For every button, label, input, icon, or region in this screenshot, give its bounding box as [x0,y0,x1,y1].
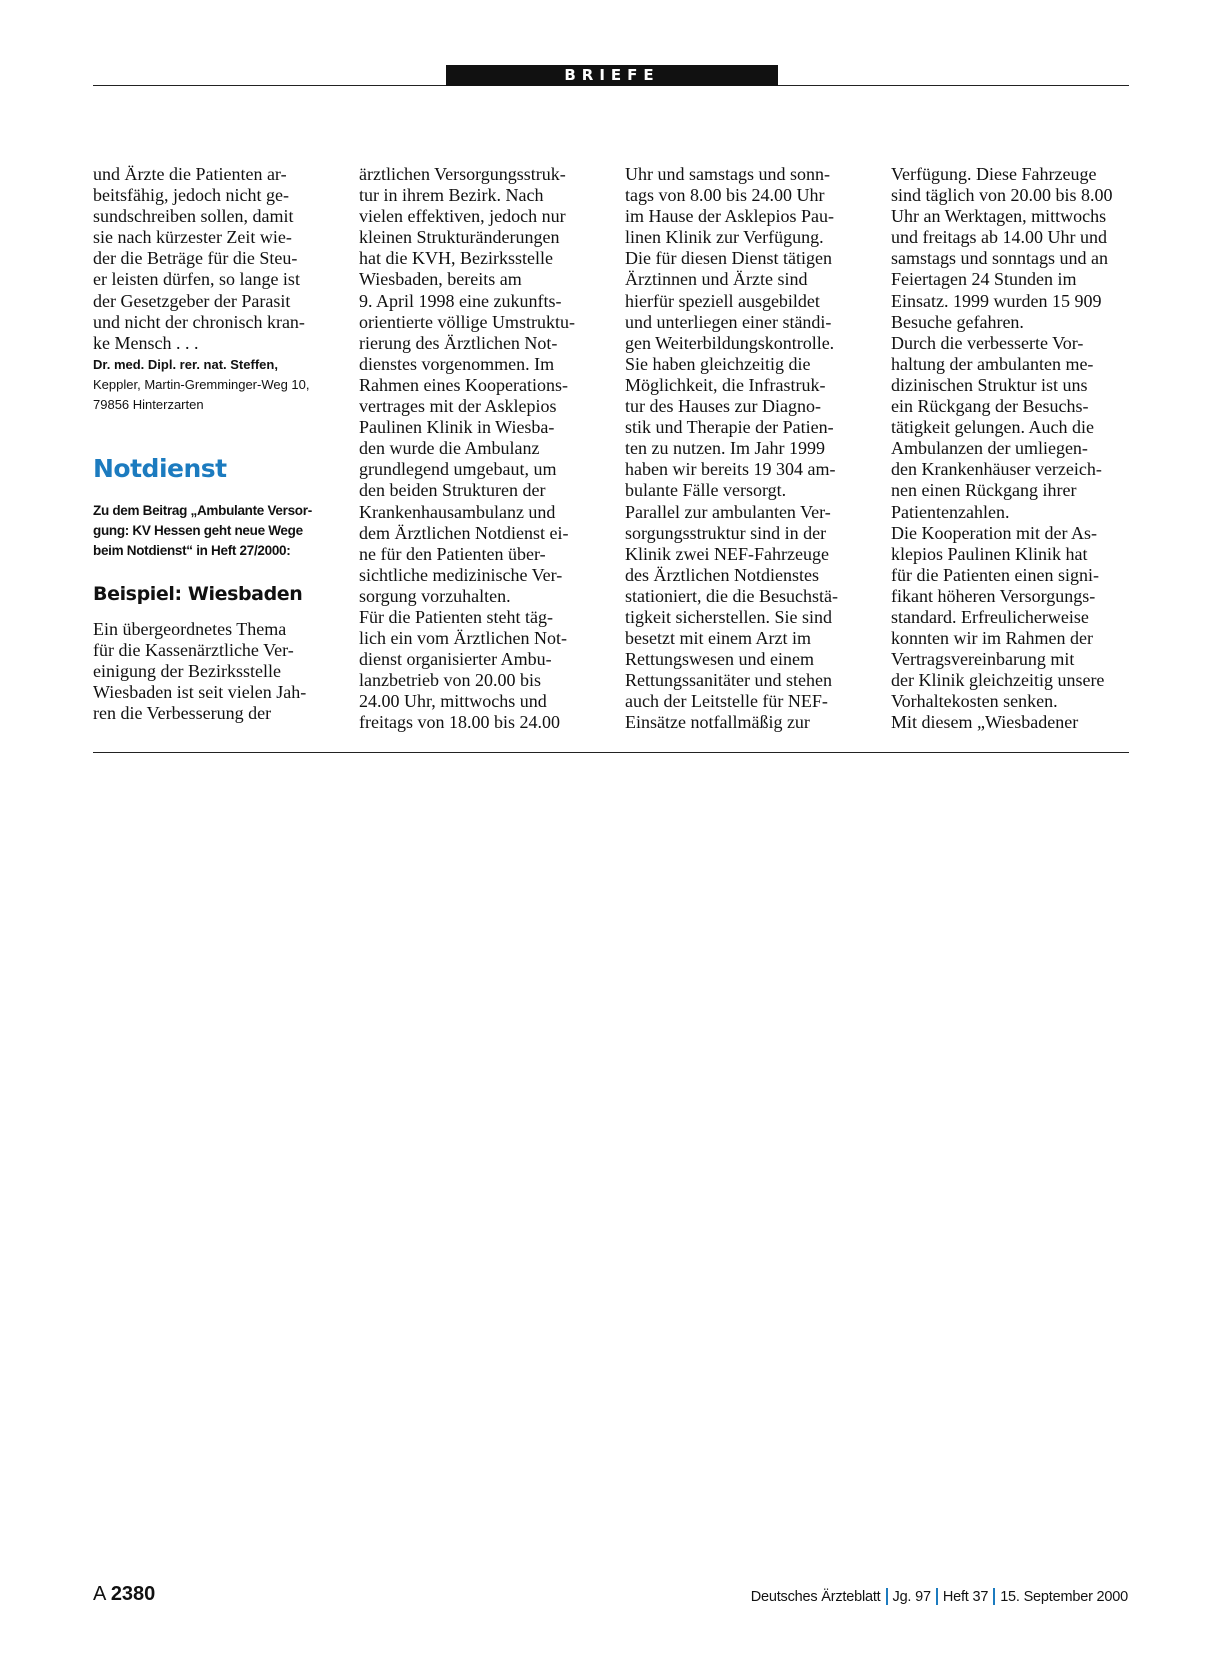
text-line: tags von 8.00 bis 24.00 Uhr [625,185,825,206]
text-line: vielen effektiven, jedoch nur [359,206,566,227]
article-columns [93,164,1133,734]
text-line: Wiesbaden ist seit vielen Jah- [93,682,307,703]
text-line: und Ärzte die Patienten ar- [93,164,287,184]
text-line: Wiesbaden, bereits am [359,269,522,290]
text-line: den Krankenhäuser verzeich- [891,459,1102,480]
page-number [93,1583,155,1606]
text-line: für die Kassenärztliche Ver- [93,639,294,660]
text-line: Besuche gefahren. [891,311,1024,332]
text-line: orientierte völlige Umstruktu- [359,311,575,332]
text-line: sind täglich von 20.00 bis 8.00 [891,185,1113,206]
text-line: lanzbetrieb von 20.00 bis [359,670,541,691]
body-text-col2 [359,164,604,734]
reference-line: beim Notdienst“ in Heft 27/2000: [93,542,291,558]
text-line: auch der Leitstelle für NEF- [625,691,828,712]
text-line: Einsatz. 1999 wurden 15 909 [891,290,1102,311]
text-line: der die Beträge für die Steu- [93,248,298,269]
text-line: konnten wir im Rahmen der [891,628,1093,649]
text-line: freitags von 18.00 bis 24.00 [359,712,560,733]
separator [993,1588,995,1605]
article-subheading: Beispiel: Wiesbaden [93,582,303,605]
page-number-value: 2380 [110,1583,156,1605]
text-line: kleinen Strukturänderungen [359,227,560,248]
text-line: lich ein vom Ärztlichen Not- [359,628,567,649]
text-line: Rettungswesen und einem [625,649,814,670]
text-line: dizinischen Struktur ist uns [891,374,1088,395]
text-line: nen einen Rückgang ihrer [891,480,1077,501]
text-line: dienstes vorgenommen. Im [359,353,555,374]
text-line: Rettungssanitäter und stehen [625,670,832,691]
text-line: rierung des Ärztlichen Not- [359,332,558,353]
text-line: Parallel zur ambulanten Ver- [625,501,831,522]
journal-name: Deutsches Ärzteblatt [750,1588,881,1605]
text-line: den beiden Strukturen der [359,480,546,501]
text-line: Möglichkeit, die Infrastruk- [625,374,826,395]
text-line: bulante Fälle versorgt. [625,480,787,501]
text-line: ren die Verbesserung der [93,703,272,724]
text-line: und nicht der chronisch kran- [93,311,305,332]
text-line: Einsätze notfallmäßig zur [625,712,810,733]
letter-end-text [93,164,338,354]
reference-line: gung: KV Hessen geht neue Wege [93,522,303,538]
text-line: hat die KVH, Bezirksstelle [359,248,553,269]
text-line: ne für den Patienten über- [359,543,546,564]
text-line: Die für diesen Dienst tätigen [625,248,832,269]
text-line: Uhr an Werktagen, mittwochs [891,206,1107,227]
text-line: sorgung vorzuhalten. [359,585,511,606]
text-line: haben wir bereits 19 304 am- [625,459,836,480]
text-line: tur in ihrem Bezirk. Nach [359,185,544,206]
text-line: Ambulanzen der umliegen- [891,438,1088,459]
text-line: gen Weiterbildungskontrolle. [625,332,835,353]
separator [936,1588,938,1605]
text-line: Vertragsvereinbarung mit [891,649,1075,670]
journal-volume: Jg. 97 [892,1588,931,1605]
column-1 [93,164,338,724]
text-line: vertrages mit der Asklepios [359,396,557,417]
text-line: ke Mensch . . . [93,332,199,353]
text-line: besetzt mit einem Arzt im [625,628,811,649]
text-line: ein Rückgang der Besuchs- [891,396,1089,417]
text-line: sichtliche medizinische Ver- [359,564,563,585]
letter-author-address-line: Keppler, Martin-Gremminger-Weg 10, [93,376,310,392]
letter-author-name: Dr. med. Dipl. rer. nat. Steffen, [93,356,278,372]
text-line: des Ärztlichen Notdienstes [625,564,819,585]
text-line: der Klinik gleichzeitig unsere [891,670,1105,691]
section-tag: BRIEFE [446,65,778,86]
body-text-col4 [891,164,1136,734]
text-line: Durch die verbesserte Vor- [891,332,1084,353]
text-line: der Gesetzgeber der Parasit [93,290,291,311]
separator [886,1588,888,1605]
text-line: und freitags ab 14.00 Uhr und [891,227,1107,248]
article-heading: Notdienst [93,453,227,483]
letter-author-address-line: 79856 Hinterzarten [93,396,204,412]
text-line: Mit diesem „Wiesbadener [891,712,1079,733]
text-line: Krankenhausambulanz und [359,501,556,522]
bottom-rule [93,752,1129,753]
text-line: sorgungsstruktur sind in der [625,522,827,543]
text-line: beitsfähig, jedoch nicht ge- [93,185,289,206]
text-line: einigung der Bezirksstelle [93,661,281,682]
text-line: Feiertagen 24 Stunden im [891,269,1077,290]
text-line: Uhr und samstags und sonn- [625,164,830,184]
text-line: Klinik zwei NEF-Fahrzeuge [625,543,829,564]
text-line: Sie haben gleichzeitig die [625,353,811,374]
text-line: Ein übergeordnetes Thema [93,618,287,639]
text-line: klepios Paulinen Klinik hat [891,543,1088,564]
text-line: tätigkeit gelungen. Auch die [891,417,1094,438]
text-line: sundschreiben sollen, damit [93,206,294,227]
text-line: tur des Hauses zur Diagno- [625,396,821,417]
text-line: dem Ärztlichen Notdienst ei- [359,522,569,543]
text-line: Patientenzahlen. [891,501,1010,522]
text-line: ten zu nutzen. Im Jahr 1999 [625,438,825,459]
body-text-col3 [625,164,870,734]
text-line: Für die Patienten steht täg- [359,606,553,627]
text-line: linen Klinik zur Verfügung. [625,227,824,248]
text-line: ärztlichen Versorgungsstruk- [359,164,566,184]
text-line: und unterliegen einer ständi- [625,311,832,332]
text-line: samstags und sonntags und an [891,248,1108,269]
text-line: Die Kooperation mit der As- [891,522,1097,543]
text-line: tigkeit sicherstellen. Sie sind [625,606,832,627]
text-line: den wurde die Ambulanz [359,438,540,459]
text-line: Ärztinnen und Ärzte sind [625,269,808,290]
text-line: hierfür speziell ausgebildet [625,290,820,311]
text-line: 9. April 1998 eine zukunfts- [359,290,562,311]
text-line: standard. Erfreulicherweise [891,606,1089,627]
journal-date: 15. September 2000 [1000,1588,1128,1605]
body-text-col1 [93,619,338,724]
text-line: stik und Therapie der Patien- [625,417,834,438]
text-line: dienst organisierter Ambu- [359,649,552,670]
text-line: Rahmen eines Kooperations- [359,374,568,395]
reference-line: Zu dem Beitrag „Ambulante Versor- [93,502,312,518]
text-line: im Hause der Asklepios Pau- [625,206,834,227]
article-reference [93,501,338,561]
text-line: stationiert, die die Besuchstä- [625,585,838,606]
journal-source [751,1588,1128,1605]
text-line: Vorhaltekosten senken. [891,691,1058,712]
text-line: für die Patienten einen signi- [891,564,1099,585]
text-line: Paulinen Klinik in Wiesba- [359,417,555,438]
page-prefix: A [93,1583,106,1605]
text-line: 24.00 Uhr, mittwochs und [359,691,547,712]
text-line: grundlegend umgebaut, um [359,459,557,480]
text-line: er leisten dürfen, so lange ist [93,269,300,290]
text-line: Verfügung. Diese Fahrzeuge [891,164,1097,184]
text-line: fikant höheren Versorgungs- [891,585,1096,606]
text-line: haltung der ambulanten me- [891,353,1094,374]
journal-issue: Heft 37 [942,1588,989,1605]
text-line: sie nach kürzester Zeit wie- [93,227,292,248]
